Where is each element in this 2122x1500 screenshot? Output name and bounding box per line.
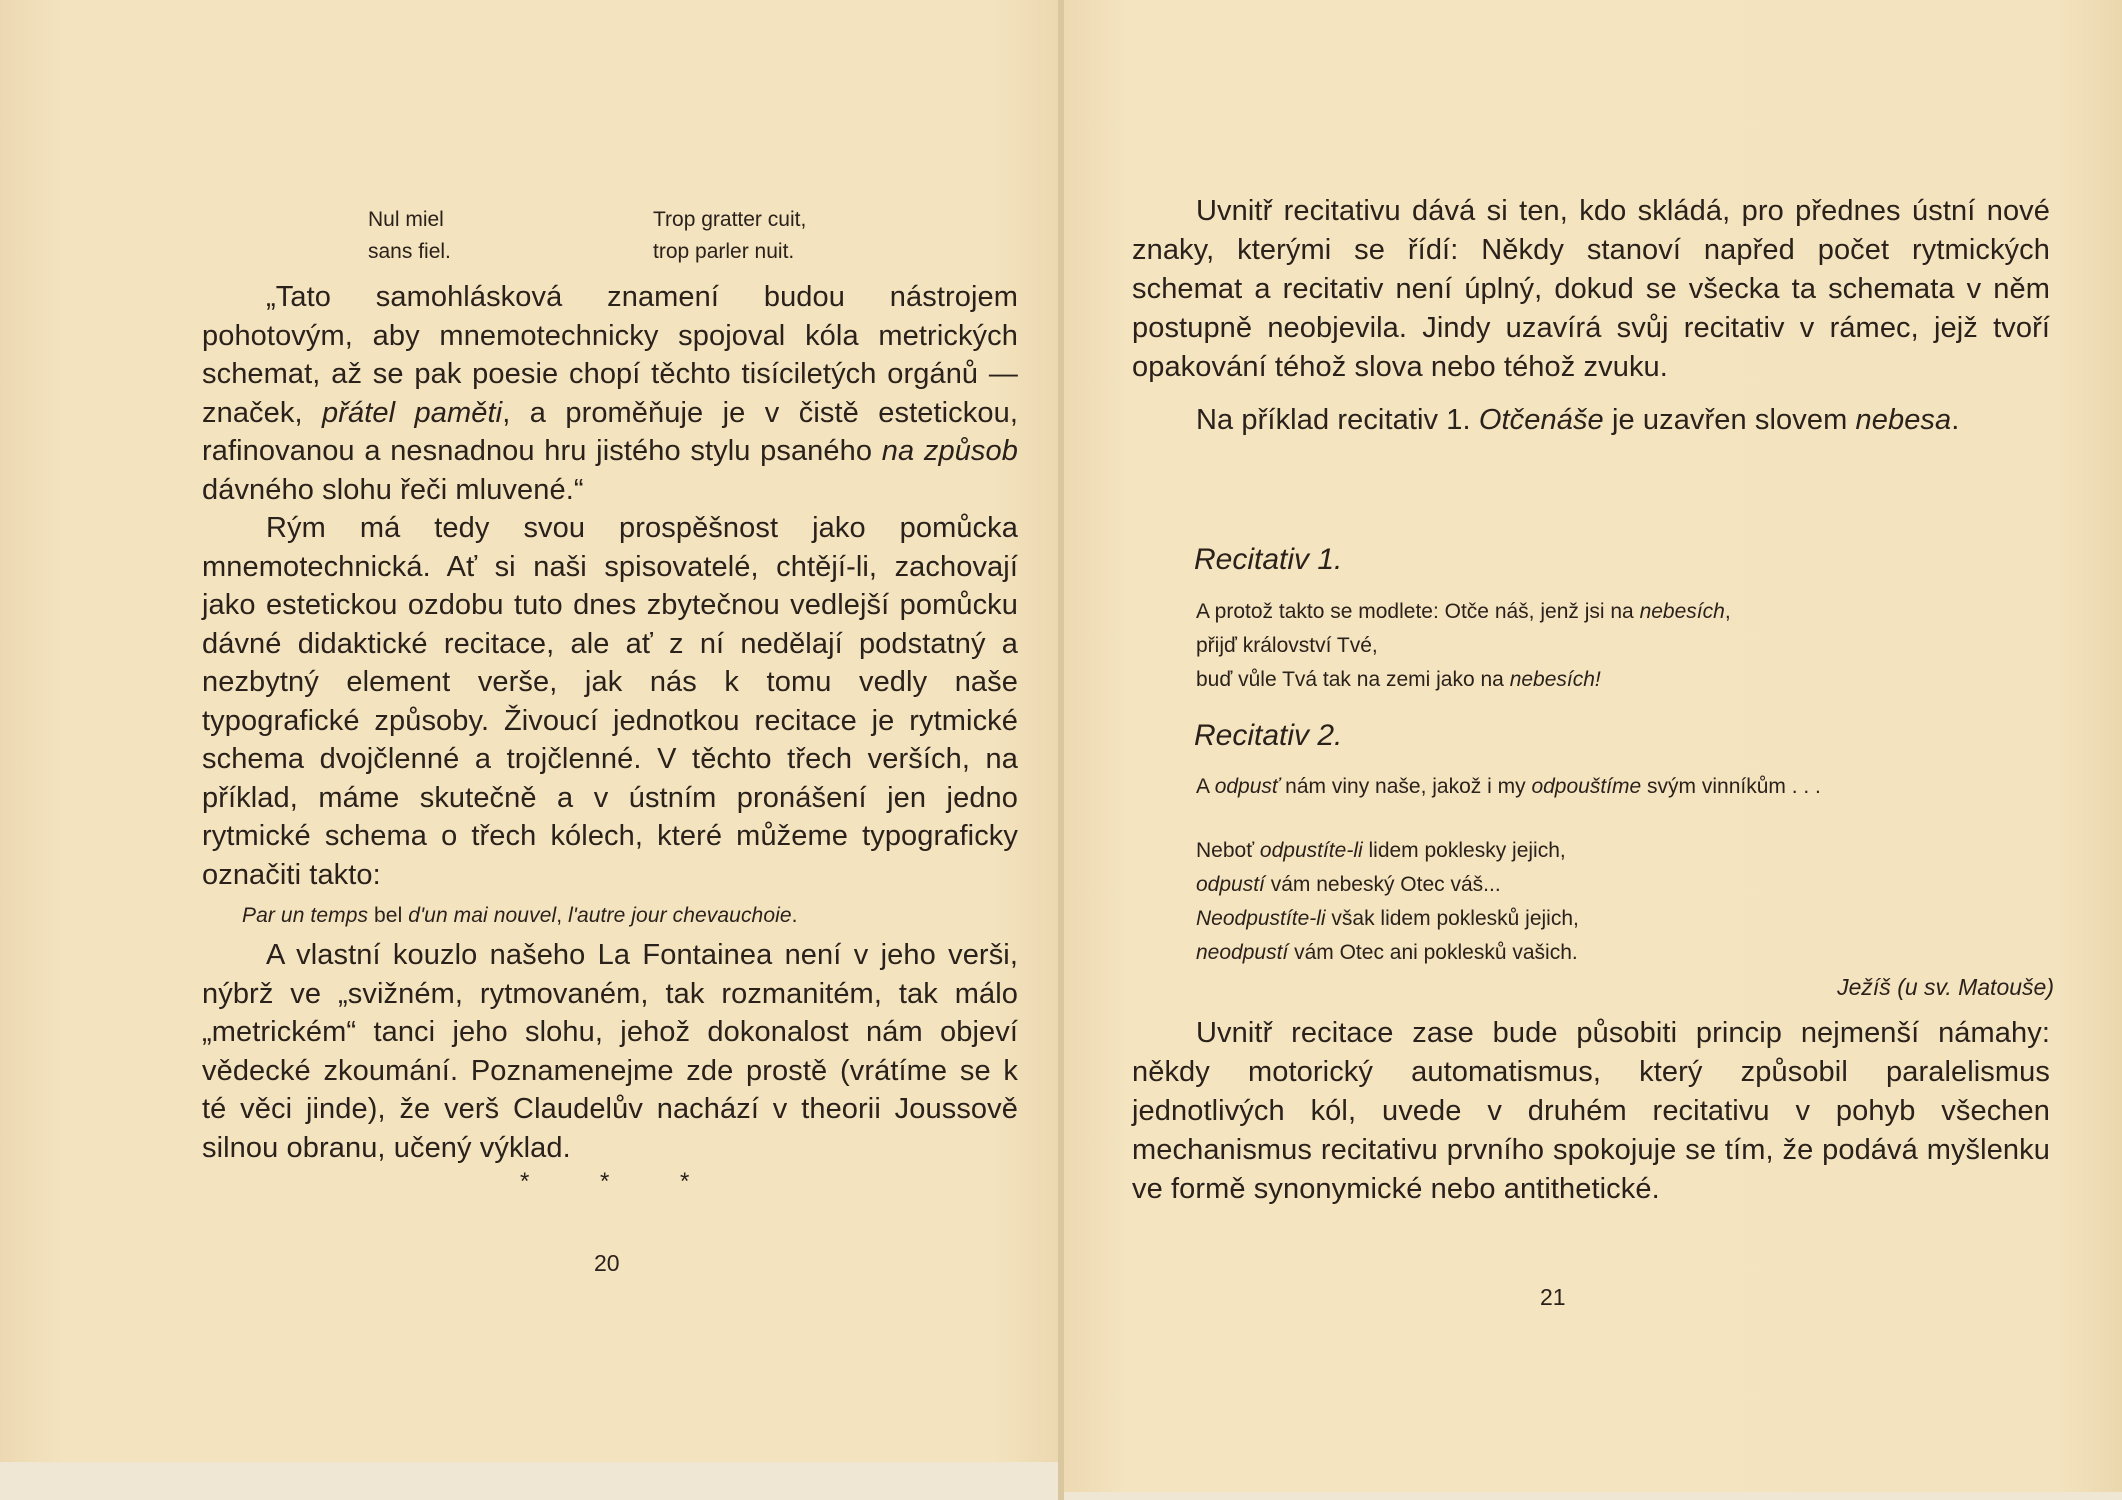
quote-emphasis: přátel paměti	[322, 396, 503, 429]
verse-text: však lidem poklesků jejich,	[1325, 907, 1579, 930]
verse-text: vám nebeský Otec váš...	[1264, 873, 1501, 896]
quote-text: , a proměňuje je v čistě estetickou, rafinovanou a nesnadnou hru jistého stylu psaného	[202, 396, 1018, 467]
recitativ-line	[1196, 868, 2056, 902]
recitativ-line	[1196, 834, 2056, 868]
verse-text: přijď království Tvé,	[1196, 634, 1378, 657]
french-italic: Par un temps	[242, 904, 369, 927]
french-example-line	[202, 898, 1018, 934]
poem-line: trop parler nuit.	[653, 240, 795, 263]
poem-column-1	[368, 204, 518, 268]
verse-text: ,	[1724, 600, 1731, 623]
example-text: Na příklad recitativ 1.	[1196, 404, 1479, 436]
scan-margin-bottom-left	[0, 1462, 1058, 1500]
right-intro-block	[1132, 192, 2050, 440]
verse-emphasis: odpustí	[1196, 873, 1265, 896]
verse-emphasis: Neodpustíte-li	[1196, 907, 1326, 930]
verse-text: nám viny naše, jakož i my	[1279, 775, 1532, 798]
divider-star: *	[520, 1168, 530, 1195]
french-roman: bel	[368, 904, 409, 927]
verse-text: A	[1196, 775, 1215, 798]
french-italic: l'autre jour chevauchoie	[568, 904, 792, 927]
verse-text: Neboť	[1196, 839, 1260, 862]
recitativ-line	[1196, 595, 2056, 629]
example-text: .	[1951, 404, 1960, 436]
verse-emphasis: odpustíte-li	[1259, 839, 1363, 862]
section-divider-stars	[520, 1168, 689, 1196]
poem-column-2	[653, 204, 913, 268]
right-page	[1064, 0, 2122, 1500]
verse-text: buď vůle Tvá tak na zemi jako na	[1196, 668, 1510, 691]
poem-line: Nul miel	[368, 208, 444, 231]
recitativ-line	[1196, 629, 2056, 663]
french-roman: .	[791, 904, 798, 927]
recitativ-1-heading: Recitativ 1.	[1194, 543, 1343, 576]
recitativ-line	[1196, 902, 2056, 936]
quote-text: „Tato samohlásková znamení budou nástrojem pohotovým, aby mnemotechnicky spojoval kóla metrických schemat, až se pak poesie chopí těchto tisíciletých orgánů — značek,	[202, 281, 1018, 429]
quote-emphasis: na způsob	[881, 435, 1018, 467]
verse-text: svým vinníkům . . .	[1641, 775, 1821, 798]
french-roman: ,	[556, 904, 569, 927]
verse-emphasis: neodpustí	[1196, 941, 1289, 964]
scan-margin-bottom-right	[1064, 1492, 2122, 1500]
verse-emphasis: nebesích	[1639, 600, 1725, 623]
final-paragraph-block	[1132, 1014, 2050, 1209]
verse-text: lidem poklesky jejich,	[1362, 839, 1566, 862]
example-paragraph	[1132, 401, 2050, 440]
example-emphasis: nebesa	[1855, 404, 1952, 436]
verse-text: A protož takto se modlete: Otče náš, jenž jsi na	[1196, 600, 1640, 623]
quote-text: dávného slohu řeči mluvené.“	[202, 473, 584, 506]
example-text: je uzavřen slovem	[1603, 404, 1856, 436]
divider-star: *	[680, 1168, 690, 1195]
verse-emphasis: odpouštíme	[1531, 775, 1642, 798]
recitativ-line	[1196, 936, 2056, 970]
recitativ-2-heading: Recitativ 2.	[1194, 719, 1343, 752]
recitativ-2-opening	[1196, 770, 2056, 804]
lafontaine-paragraph: A vlastní kouzlo našeho La Fontainea není v jeho verši, nýbrž ve „svižném, rytmovaném, tak rozmanitém, tak málo „metrickém“ tanci jeho slohu, jehož dokonalost nám objeví vědecké zkoumání. Poznamenejme zde prostě (vrátíme se k té věci jinde), že verš Claudelův nachází v theorii Joussově silnou obranu, učený výklad.	[202, 939, 1018, 1164]
recitativ-2-text	[1196, 834, 2056, 970]
french-italic: d'un mai nouvel	[408, 904, 557, 927]
recitativ-1-text	[1196, 595, 2056, 697]
recitativ-line	[1196, 663, 2056, 697]
final-paragraph: Uvnitř recitace zase bude působiti princip nejmenší námahy: někdy motorický automatismus, který způsobil paralelismus jednotlivých kól, uvede v druhém recitativu v pohyb všechen mechanismus recitativu prvního spokojuje se tím, že podává myšlenku ve formě synonymické nebo antithetické.	[1132, 1017, 2050, 1205]
divider-star: *	[600, 1168, 610, 1195]
verse-emphasis: nebesích	[1509, 668, 1595, 691]
example-emphasis: Otčenáše	[1478, 404, 1604, 436]
page-number: 20	[594, 1250, 620, 1276]
rhyme-paragraph: Rým má tedy svou prospěšnost jako pomůcka mnemotechnická. Ať si naši spisovatelé, chtějí-li, zachovají jako estetickou ozdobu tuto dnes zbytečnou vedlejší pomůcku dávné didaktické recitace, ale ať z ní nedělají podstatný a nezbytný element verše, jak nás k tomu vedly naše typografické způsoby. Živoucí jednotkou recitace je rytmické schema dvojčlenné a trojčlenné. V těchto třech verších, na příklad, máme skutečně a v ústním pronášení jen jedno rytmické schema o třech kólech, které můžeme typograficky označiti takto:	[202, 512, 1018, 891]
poem-line: Trop gratter cuit,	[653, 208, 807, 231]
poem-line: sans fiel.	[368, 240, 451, 263]
page-number: 21	[1540, 1284, 1566, 1310]
left-page	[0, 0, 1058, 1500]
verse-text: vám Otec ani poklesků vašich.	[1288, 941, 1578, 964]
intro-paragraph: Uvnitř recitativu dává si ten, kdo skládá, pro přednes ústní nové znaky, kterými se řídí: Někdy stanoví napřed počet rytmických schemat a recitativ není úplný, dokud se všecka ta schemata v něm postupně neobjevila. Jindy uzavírá svůj recitativ v rámec, jejž tvoří opakování téhož slova nebo téhož zvuku.	[1132, 195, 2050, 383]
quote-paragraph	[202, 278, 1018, 509]
verse-emphasis: odpusť	[1214, 775, 1280, 798]
verse-text: !	[1594, 668, 1601, 691]
attribution: Ježíš (u sv. Matouše)	[1837, 974, 2054, 1000]
left-text-block	[202, 278, 1018, 1167]
